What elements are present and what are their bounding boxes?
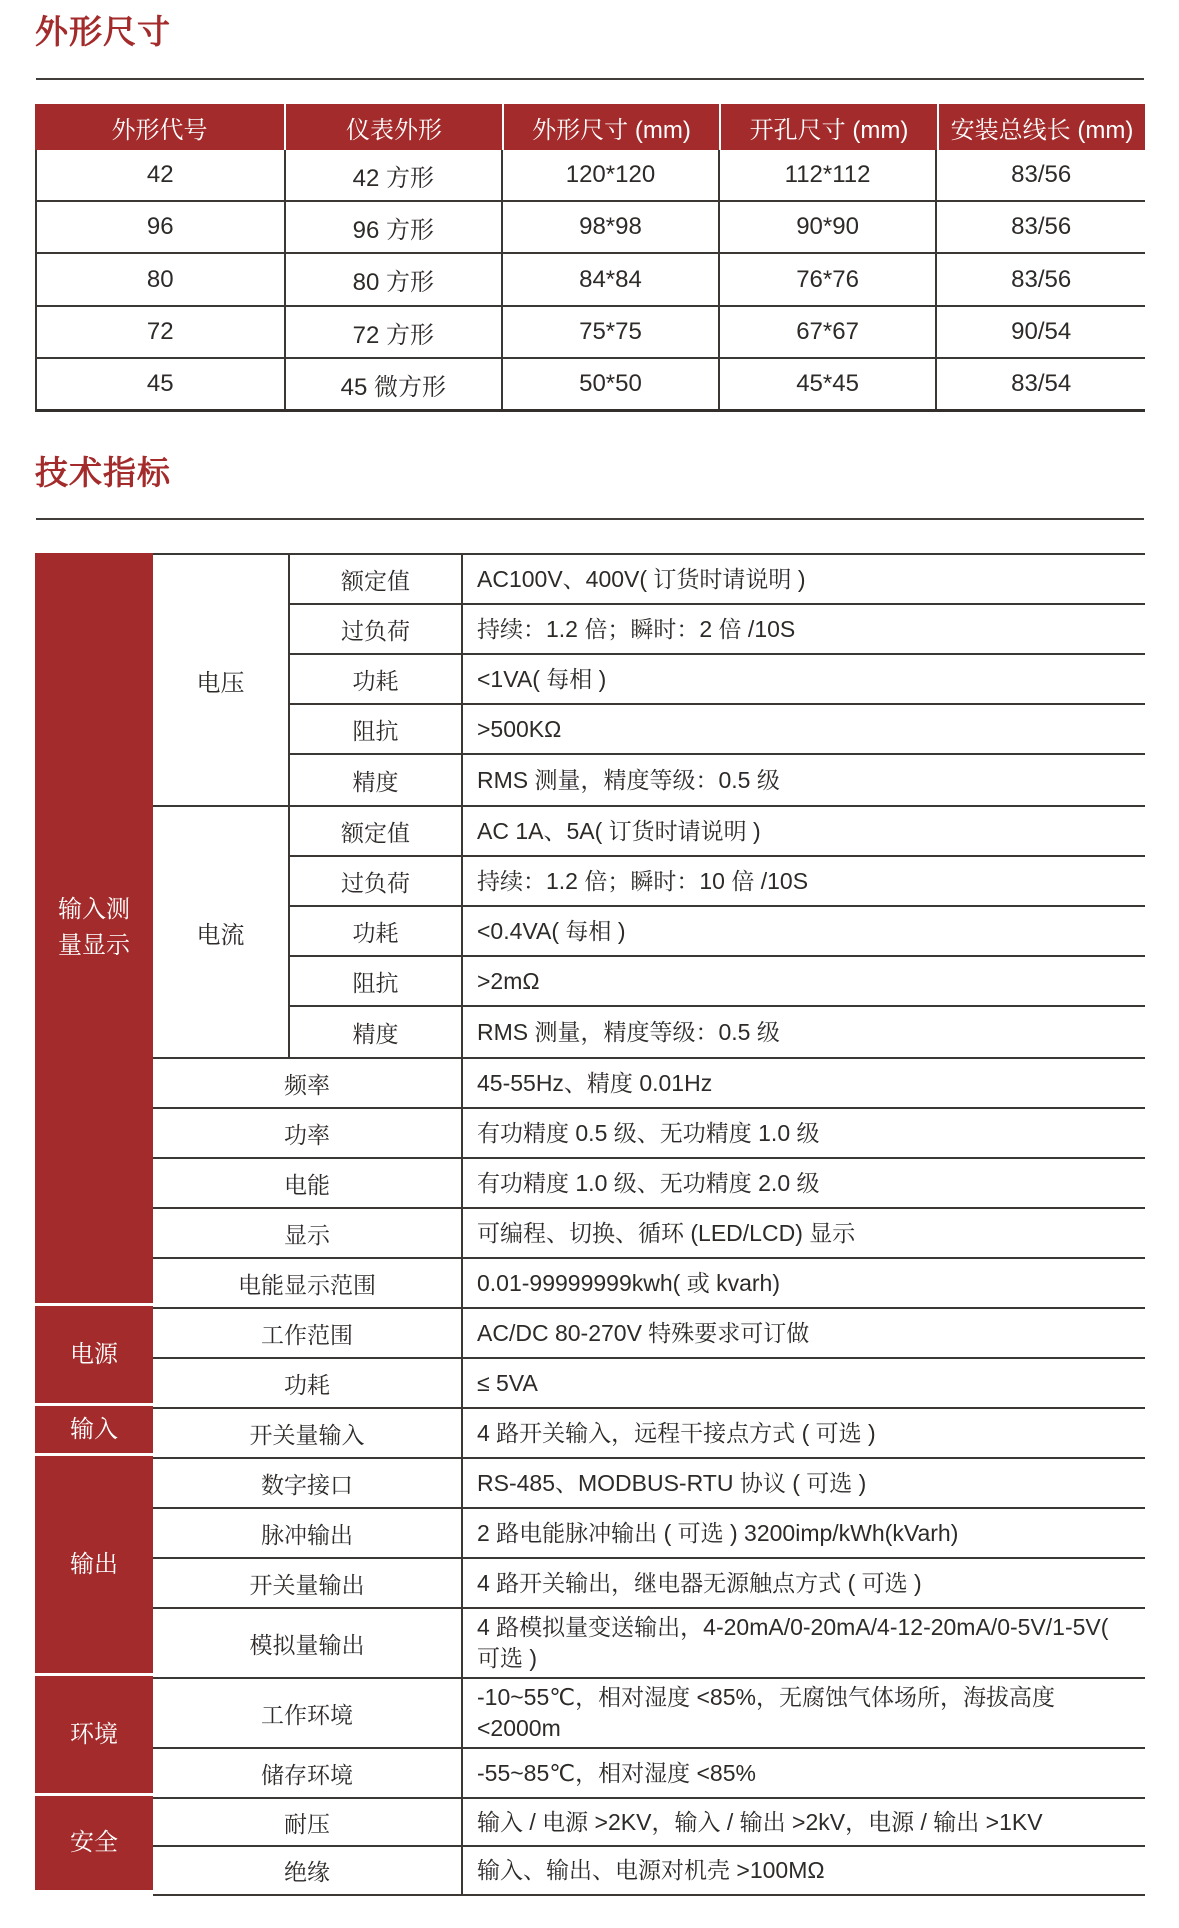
spec-attribute: 开关量输出 (153, 1559, 463, 1607)
spec-row (153, 1509, 1145, 1559)
spec-attribute: 精度 (290, 1007, 463, 1057)
spec-attribute: 频率 (153, 1059, 463, 1107)
group-label: 电压 (153, 555, 290, 805)
spec-row (153, 1847, 1145, 1896)
specs-sections (35, 553, 153, 1890)
spec-row (290, 705, 1145, 755)
spec-attribute: 阻抗 (290, 957, 463, 1005)
spec-row (153, 1679, 1145, 1749)
table-cell: 90/54 (1011, 318, 1072, 345)
spec-value: 2 路电能脉冲输出 ( 可选 ) 3200imp/kWh(kVarh) (477, 1519, 959, 1546)
spec-value: AC100V、400V( 订货时请说明 ) (477, 565, 806, 592)
spec-value: 输入、输出、电源对机壳 >100MΩ (477, 1857, 825, 1883)
table-row (35, 150, 1145, 202)
spec-value: RS-485、MODBUS-RTU 协议 ( 可选 ) (477, 1469, 867, 1496)
spec-row (153, 1209, 1145, 1259)
spec-row (290, 907, 1145, 957)
section-label (35, 1453, 153, 1673)
spec-row (153, 1259, 1145, 1309)
spec-row (290, 857, 1145, 907)
spec-value: RMS 测量，精度等级：0.5 级 (477, 1018, 780, 1045)
section-label-text: 环境 (70, 1720, 118, 1748)
spec-row (290, 655, 1145, 705)
table-cell: 75*75 (503, 307, 720, 357)
spec-row (153, 1159, 1145, 1209)
spec-row (153, 1799, 1145, 1847)
spec-attribute: 开关量输入 (153, 1409, 463, 1457)
table-cell: 80 方形 (286, 254, 504, 305)
spec-value: 有功精度 0.5 级、无功精度 1.0 级 (477, 1119, 820, 1146)
spec-value: RMS 测量，精度等级：0.5 级 (477, 766, 780, 793)
spec-value: 45-55Hz、精度 0.01Hz (477, 1069, 713, 1096)
dimensions-column-header: 安装总线长 (mm) (937, 104, 1145, 150)
spec-value: 4 路模拟量变送输出，4-20mA/0-20mA/4-12-20mA/0-5V/1-5V( 可选 ) (477, 1614, 1109, 1671)
table-cell: 120*120 (503, 150, 720, 200)
spec-group (153, 555, 1145, 807)
spec-value: 4 路开关输入，远程干接点方式 ( 可选 ) (477, 1419, 876, 1446)
table-cell: 45*45 (720, 359, 938, 409)
group-rows (290, 807, 1145, 1057)
table-cell: 80 (37, 254, 286, 305)
divider-rule-specs (36, 518, 1144, 520)
table-cell: 45 (37, 359, 286, 409)
spec-attribute: 工作范围 (153, 1309, 463, 1357)
spec-attribute: 额定值 (290, 555, 463, 603)
table-cell: 42 (37, 150, 286, 200)
specs-grid (153, 553, 1145, 1896)
table-cell: 96 方形 (286, 202, 504, 252)
spec-attribute: 过负荷 (290, 857, 463, 905)
spec-row (153, 1409, 1145, 1459)
spec-value: >2mΩ (477, 967, 540, 994)
spec-row (153, 1109, 1145, 1159)
divider-rule-top (36, 78, 1144, 80)
spec-attribute: 脉冲输出 (153, 1509, 463, 1557)
section-title-specs: 技术指标 (35, 454, 171, 491)
spec-row (153, 1459, 1145, 1509)
table-cell: 83/54 (1011, 370, 1072, 397)
spec-row (153, 1559, 1145, 1609)
spec-group (153, 807, 1145, 1059)
section-label-text: 电源 (70, 1340, 118, 1368)
spec-value: AC/DC 80-270V 特殊要求可订做 (477, 1319, 810, 1346)
table-cell: 83/56 (1011, 213, 1072, 240)
section-label-text: 输出 (70, 1550, 118, 1578)
spec-attribute: 功耗 (290, 907, 463, 955)
table-cell: 67*67 (720, 307, 938, 357)
spec-value: ≤ 5VA (477, 1369, 538, 1396)
spec-value: 4 路开关输出，继电器无源触点方式 ( 可选 ) (477, 1569, 922, 1596)
table-cell: 50*50 (503, 359, 720, 409)
dimensions-column-header: 仪表外形 (284, 104, 502, 150)
table-cell: 76*76 (720, 254, 938, 305)
section-label-text: 输入测量显示 (58, 896, 130, 959)
spec-value: <1VA( 每相 ) (477, 665, 607, 692)
dimensions-table-header (35, 104, 1145, 150)
spec-attribute: 绝缘 (153, 1847, 463, 1894)
spec-value: 输入 / 电源 >2KV，输入 / 输出 >2kV，电源 / 输出 >1KV (477, 1808, 1043, 1835)
table-cell: 83/56 (1011, 265, 1072, 293)
section-label (35, 1303, 153, 1403)
spec-row (153, 1359, 1145, 1409)
spec-attribute: 模拟量输出 (153, 1609, 463, 1677)
spec-attribute: 精度 (290, 755, 463, 805)
spec-row (290, 957, 1145, 1007)
section-title-dimensions: 外形尺寸 (35, 13, 171, 50)
spec-row (153, 1609, 1145, 1679)
spec-row (290, 1007, 1145, 1057)
spec-attribute: 功耗 (290, 655, 463, 703)
spec-row (153, 1059, 1145, 1109)
table-row (35, 202, 1145, 254)
section-label-text: 安全 (70, 1829, 118, 1856)
spec-value: >500KΩ (477, 715, 562, 742)
spec-value: <0.4VA( 每相 ) (477, 917, 626, 944)
spec-value: -55~85℃，相对湿度 <85% (477, 1759, 756, 1786)
table-cell: 42 方形 (286, 150, 504, 200)
table-row (35, 307, 1145, 359)
table-cell: 72 方形 (286, 307, 504, 357)
table-cell: 90*90 (720, 202, 938, 252)
table-cell: 72 (37, 307, 286, 357)
spec-attribute: 阻抗 (290, 705, 463, 753)
spec-value: -10~55℃，相对湿度 <85%，无腐蚀气体场所，海拔高度 <2000m (477, 1684, 1055, 1741)
section-label (35, 1403, 153, 1453)
group-label: 电流 (153, 807, 290, 1057)
spec-value: 有功精度 1.0 级、无功精度 2.0 级 (477, 1169, 820, 1196)
table-row (35, 359, 1145, 412)
spec-value: 可编程、切换、循环 (LED/LCD) 显示 (477, 1219, 856, 1246)
section-label-text: 输入 (70, 1415, 118, 1443)
table-cell: 83/56 (1011, 161, 1072, 188)
spec-attribute: 额定值 (290, 807, 463, 855)
section-label (35, 553, 153, 1303)
spec-value: 0.01-99999999kwh( 或 kvarh) (477, 1269, 780, 1296)
spec-attribute: 数字接口 (153, 1459, 463, 1507)
spec-row (290, 555, 1145, 605)
dimensions-column-header: 开孔尺寸 (mm) (719, 104, 937, 150)
spec-row (153, 1309, 1145, 1359)
group-rows (290, 555, 1145, 805)
spec-attribute: 过负荷 (290, 605, 463, 653)
spec-attribute: 显示 (153, 1209, 463, 1257)
dimensions-column-header: 外形尺寸 (mm) (502, 104, 719, 150)
spec-attribute: 电能显示范围 (153, 1259, 463, 1307)
spec-attribute: 储存环境 (153, 1749, 463, 1797)
section-label (35, 1673, 153, 1793)
table-cell: 45 微方形 (286, 359, 504, 409)
table-cell: 112*112 (720, 150, 938, 200)
dimensions-table (35, 104, 1145, 412)
dimensions-table-body (35, 150, 1145, 412)
section-label (35, 1793, 153, 1890)
spec-row (290, 807, 1145, 857)
table-cell: 98*98 (503, 202, 720, 252)
specs-table (35, 553, 1145, 1890)
spec-attribute: 功耗 (153, 1359, 463, 1407)
spec-row (290, 605, 1145, 655)
dimensions-column-header: 外形代号 (111, 116, 208, 144)
spec-row (290, 755, 1145, 805)
table-cell: 84*84 (503, 254, 720, 305)
table-row (35, 254, 1145, 307)
spec-value: 持续：1.2 倍；瞬时：2 倍 /10S (477, 615, 796, 642)
spec-value: 持续：1.2 倍；瞬时：10 倍 /10S (477, 867, 809, 894)
spec-attribute: 电能 (153, 1159, 463, 1207)
table-cell: 96 (37, 202, 286, 252)
spec-value: AC 1A、5A( 订货时请说明 ) (477, 817, 761, 844)
spec-attribute: 耐压 (153, 1799, 463, 1845)
spec-attribute: 工作环境 (153, 1679, 463, 1747)
spec-attribute: 功率 (153, 1109, 463, 1157)
spec-row (153, 1749, 1145, 1799)
